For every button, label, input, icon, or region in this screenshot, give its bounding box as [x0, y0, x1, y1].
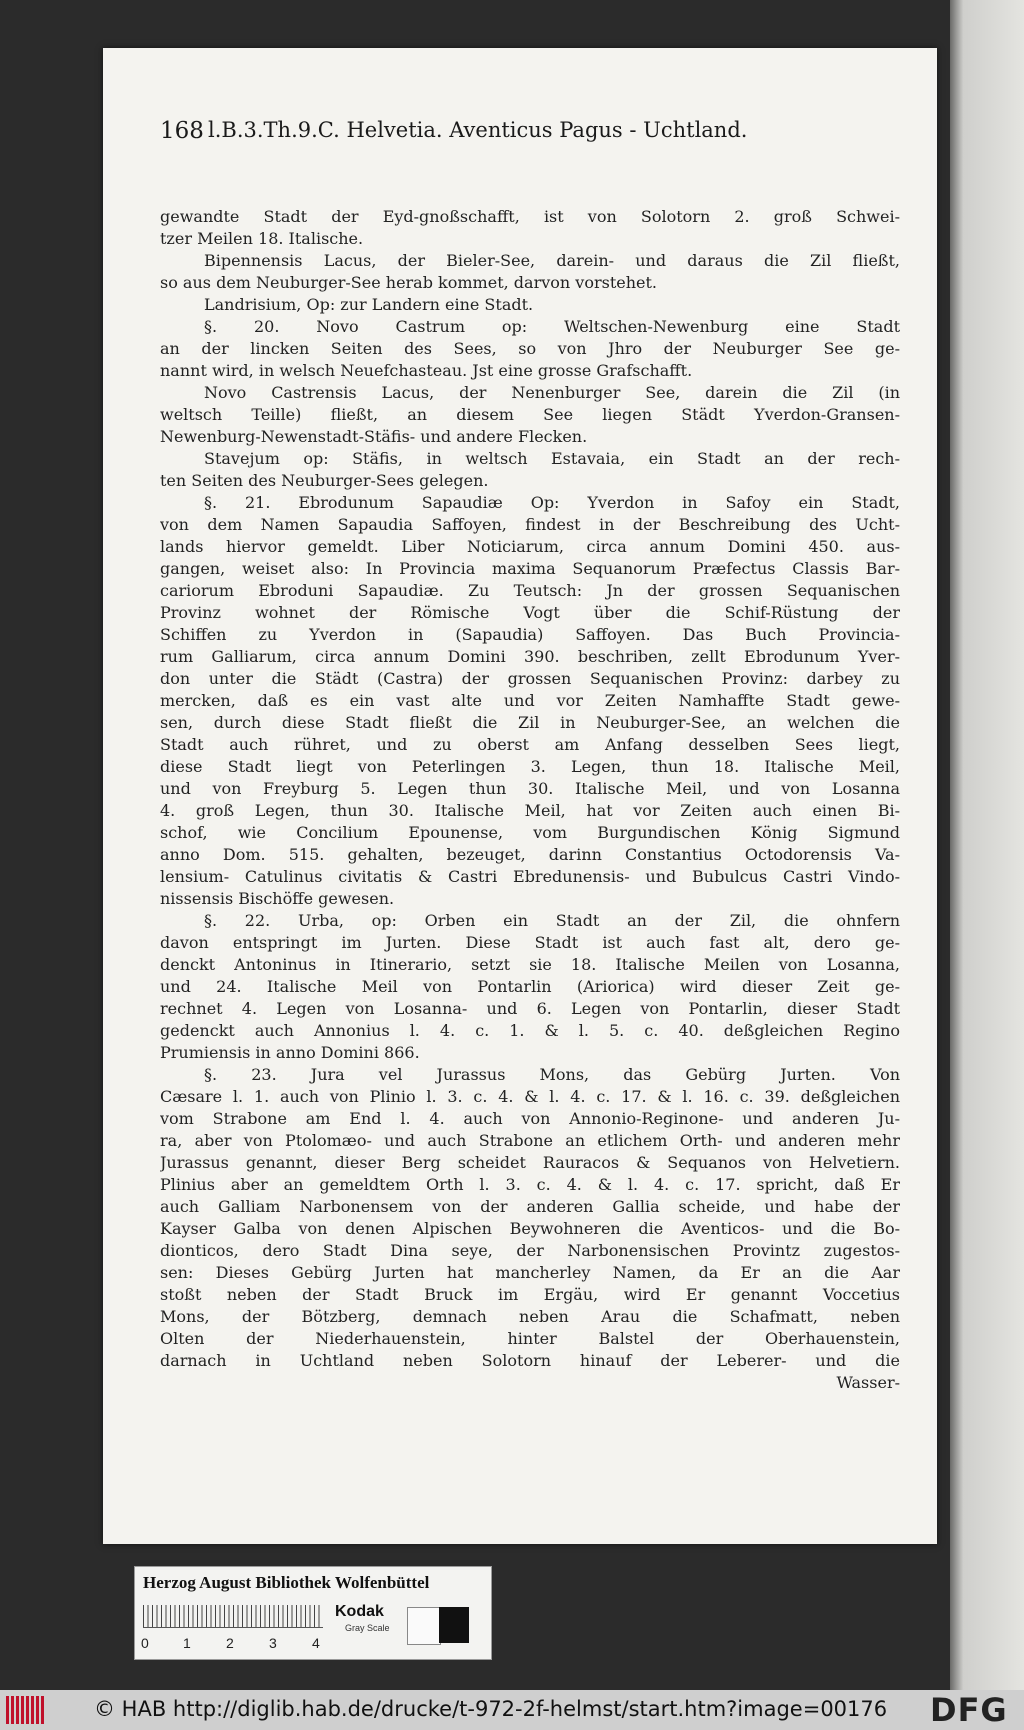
kodak-logo: Kodak [335, 1603, 384, 1620]
running-head: l.B.3.Th.9.C. Helvetia. Aventicus Pagus - Uchtland. [208, 118, 748, 142]
text-line: Landrisium, Op: zur Landern eine Stadt. [204, 295, 534, 314]
text-line: Prumiensis in anno Domini 866. [160, 1043, 420, 1062]
text-line: darnach in Uchtland neben Solotorn hinauf der Leberer- und die [160, 1351, 900, 1370]
text-line: davon entspringt im Jurten. Diese Stadt ist auch fast alt, dero ge- [160, 933, 900, 952]
text-line: ten Seiten des Neuburger-Sees gelegen. [160, 471, 489, 490]
text-line: Kayser Galba von denen Alpischen Beywohneren die Aventicos- und die Bo- [160, 1219, 900, 1238]
page-header [160, 118, 860, 146]
text-line: gangen, weiset also: In Provincia maxima Sequanorum Præfectus Classis Bar- [160, 559, 900, 578]
text-line: auch Galliam Narbonensem von der anderen Gallia scheide, und habe der [160, 1197, 900, 1216]
text-line: nissensis Bischöffe gewesen. [160, 889, 395, 908]
text-line: weltsch Teille) fließt, an diesem See liegen Städt Yverdon-Gransen- [160, 405, 900, 424]
text-line: stoßt neben der Stadt Bruck im Ergäu, wird Er genannt Voccetius [160, 1285, 900, 1304]
text-line: Stadt auch rühret, und zu oberst am Anfang desselben Sees liegt, [160, 735, 900, 754]
ruler-number: 0 [141, 1635, 149, 1651]
text-line: denckt Antoninus in Itinerario, setzt sie 18. Italische Meilen von Losanna, [160, 955, 900, 974]
text-line: so aus dem Neuburger-See herab kommet, darvon vorstehet. [160, 273, 657, 292]
text-line: §. 22. Urba, op: Orben ein Stadt an der Zil, die ohnfern [204, 911, 900, 930]
text-line: cariorum Ebroduni Sapaudiæ. Zu Teutsch: Jn der grossen Sequanischen [160, 581, 900, 600]
facing-page-edge [950, 0, 1024, 1690]
text-line: 4. groß Legen, thun 30. Italische Meil, hat vor Zeiten auch einen Bi- [160, 801, 900, 820]
text-line: Stavejum op: Stäfis, in weltsch Estavaia, ein Stadt an der rech- [204, 449, 900, 468]
white-swatch [407, 1607, 441, 1645]
source-url-link[interactable]: © HAB http://diglib.hab.de/drucke/t-972-2f-helmst/start.htm?image=00176 [94, 1697, 888, 1721]
hab-logo-icon [6, 1696, 46, 1724]
ruler-scale [143, 1605, 323, 1628]
library-name: Herzog August Bibliothek Wolfenbüttel [143, 1573, 430, 1592]
text-line: mercken, daß es ein vast alte und vor Zeiten Namhaffte Stadt gewe- [160, 691, 900, 710]
text-line: don unter die Städt (Castra) der grossen Sequanischen Provinz: darbey zu [160, 669, 900, 688]
ruler-number: 1 [183, 1635, 191, 1651]
text-line: §. 23. Jura vel Jurassus Mons, das Gebürg Jurten. Von [204, 1065, 900, 1084]
page-number: 168 [160, 118, 204, 144]
black-swatch [439, 1607, 469, 1643]
text-line: an der lincken Seiten des Sees, so von Jhro der Neuburger See ge- [160, 339, 900, 358]
text-line: und von Freyburg 5. Legen thun 30. Italische Meil, und von Losanna [160, 779, 900, 798]
text-line: sen, durch diese Stadt fließt die Zil in Neuburger-See, an welchen die [160, 713, 900, 732]
text-line: Jurassus genannt, dieser Berg scheidet Rauracos & Sequanos von Helvetiern. [160, 1153, 900, 1172]
text-line: und 24. Italische Meil von Pontarlin (Ariorica) wird dieser Zeit ge- [160, 977, 900, 996]
text-line: Provinz wohnet der Römische Vogt über die Schif-Rüstung der [160, 603, 900, 622]
text-line: anno Dom. 515. gehalten, bezeuget, darinn Constantius Octodorensis Va- [160, 845, 900, 864]
ruler-number: 2 [226, 1635, 234, 1651]
text-line: rum Galliarum, circa annum Domini 390. beschriben, zellt Ebrodunum Yver- [160, 647, 900, 666]
text-line: dionticos, dero Stadt Dina seye, der Narbonensischen Provintz zugestos- [160, 1241, 900, 1260]
text-line: Cæsare l. 1. auch von Plinio l. 3. c. 4. & l. 4. c. 17. & l. 16. c. 39. deßgleichen [160, 1087, 900, 1106]
text-line: rechnet 4. Legen von Losanna- und 6. Legen von Pontarlin, dieser Stadt [160, 999, 900, 1018]
text-line: §. 20. Novo Castrum op: Weltschen-Newenburg eine Stadt [204, 317, 900, 336]
ruler-number: 4 [312, 1635, 320, 1651]
gray-scale-label: Gray Scale [345, 1623, 390, 1633]
catchword: Wasser- [836, 1373, 900, 1392]
text-line: Plinius aber an gemeldtem Orth l. 3. c. 4. & l. 4. c. 17. spricht, daß Er [160, 1175, 900, 1194]
ruler-number: 3 [269, 1635, 277, 1651]
text-line: gewandte Stadt der Eyd-gnoßschafft, ist von Solotorn 2. groß Schwei- [160, 207, 900, 226]
text-line: schof, wie Concilium Epounense, vom Burgundischen König Sigmund [160, 823, 900, 842]
footer-bar [0, 1690, 1024, 1730]
text-line: lensium- Catulinus civitatis & Castri Ebredunensis- und Bubulcus Castri Vindo- [160, 867, 900, 886]
text-line: sen: Dieses Gebürg Jurten hat mancherley Namen, da Er an die Aar [160, 1263, 900, 1282]
text-line: nannt wird, in welsch Neuefchasteau. Jst eine grosse Grafschafft. [160, 361, 693, 380]
text-line: gedenckt auch Annonius l. 4. c. 1. & l. 5. c. 40. deßgleichen Regino [160, 1021, 900, 1040]
text-line: lands hiervor gemeldt. Liber Noticiarum, circa annum Domini 450. aus- [160, 537, 900, 556]
text-line: ra, aber von Ptolomæo- und auch Strabone an etlichem Orth- und anderen mehr [160, 1131, 900, 1150]
text-line: Olten der Niederhauenstein, hinter Balstel der Oberhauenstein, [160, 1329, 900, 1348]
color-calibration-bar [134, 1566, 492, 1660]
text-line: Novo Castrensis Lacus, der Nenenburger See, darein die Zil (in [204, 383, 900, 402]
dfg-logo: DFG [930, 1691, 1008, 1729]
text-line: diese Stadt liegt von Peterlingen 3. Legen, thun 18. Italische Meil, [160, 757, 900, 776]
text-line: Newenburg-Newenstadt-Stäfis- und andere Flecken. [160, 427, 588, 446]
text-line: tzer Meilen 18. Italische. [160, 229, 364, 248]
text-line: Bipennensis Lacus, der Bieler-See, darein- und daraus die Zil fließt, [204, 251, 900, 270]
text-line: von dem Namen Sapaudia Saffoyen, findest in der Beschreibung des Ucht- [160, 515, 900, 534]
text-line: Mons, der Bötzberg, demnach neben Arau die Schafmatt, neben [160, 1307, 900, 1326]
text-line: vom Strabone am End l. 4. auch von Annonio-Reginone- und anderen Ju- [160, 1109, 900, 1128]
text-line: Schiffen zu Yverdon in (Sapaudia) Saffoyen. Das Buch Provincia- [160, 625, 900, 644]
text-line: §. 21. Ebrodunum Sapaudiæ Op: Yverdon in Safoy ein Stadt, [204, 493, 900, 512]
